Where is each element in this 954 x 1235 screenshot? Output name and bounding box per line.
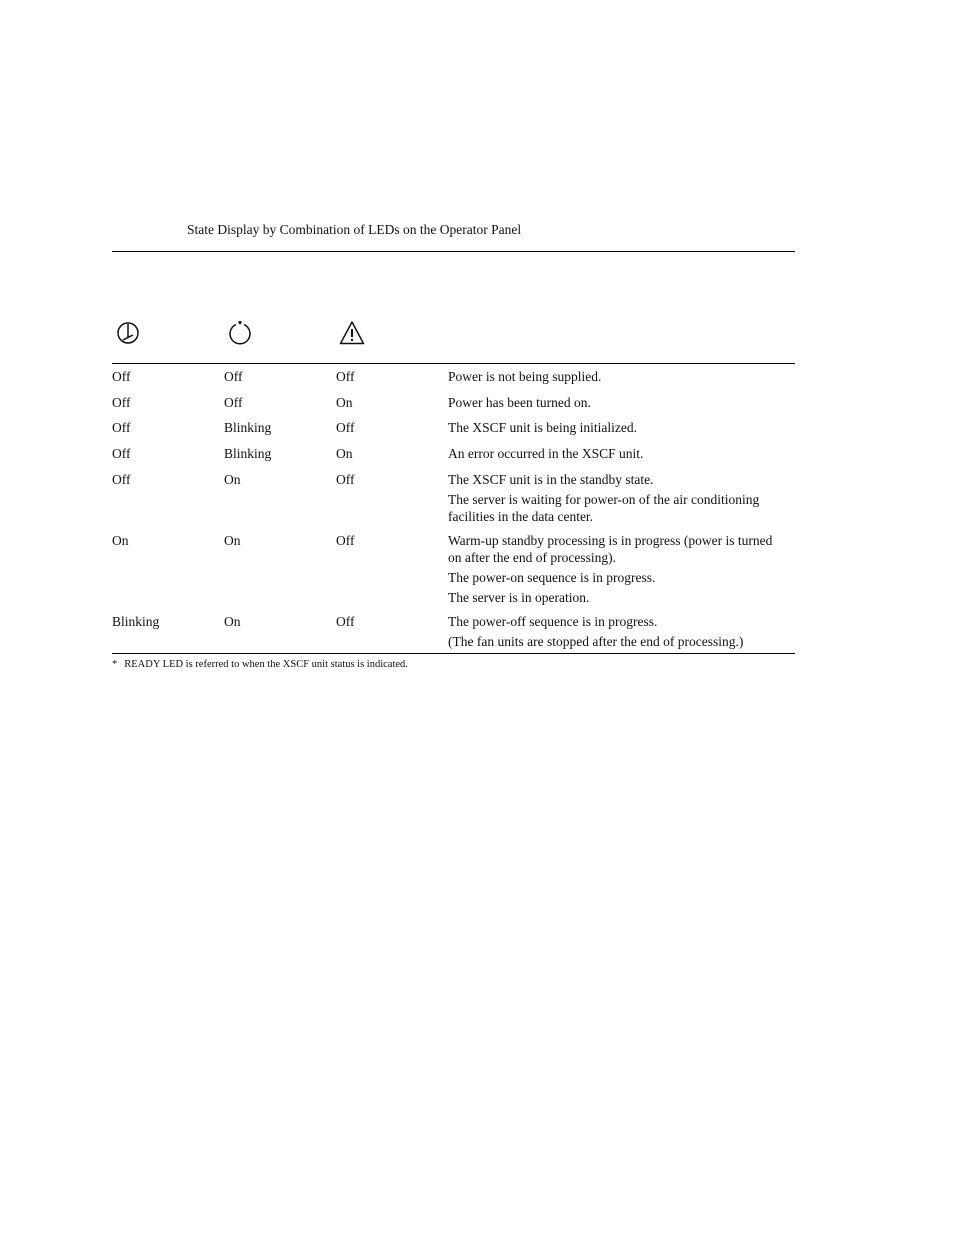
check-led-state: Off bbox=[336, 533, 355, 548]
power-led-state: Off bbox=[112, 472, 131, 487]
description-line: The server is in operation. bbox=[448, 590, 590, 605]
table-row bbox=[112, 419, 795, 439]
power-led-state: Off bbox=[112, 420, 131, 435]
table-row bbox=[112, 471, 795, 528]
ready-led-state: Off bbox=[224, 395, 243, 410]
state-description bbox=[448, 419, 788, 436]
description-line: Power is not being supplied. bbox=[448, 369, 602, 384]
power-led-icon bbox=[115, 320, 141, 346]
description-line: (The fan units are stopped after the end of processing.) bbox=[448, 634, 744, 649]
check-led-state: Off bbox=[336, 614, 355, 629]
ready-led-state: Blinking bbox=[224, 420, 272, 435]
ready-led-state: Off bbox=[224, 369, 243, 384]
table-row bbox=[112, 394, 795, 414]
description-line: An error occurred in the XSCF unit. bbox=[448, 446, 644, 461]
footnote-text: READY LED is referred to when the XSCF unit status is indicated. bbox=[124, 659, 408, 670]
power-led-state: Off bbox=[112, 369, 131, 384]
description-line: The server is waiting for power-on of the air conditioning facilities in the data center. bbox=[448, 492, 760, 524]
table-row bbox=[112, 368, 795, 388]
ready-led-state: On bbox=[224, 472, 241, 487]
state-description bbox=[448, 532, 788, 606]
table-caption: State Display by Combination of LEDs on the Operator Panel bbox=[187, 222, 522, 237]
description-line: The XSCF unit is in the standby state. bbox=[448, 472, 654, 487]
table-bottom-rule bbox=[112, 653, 795, 654]
check-led-state: Off bbox=[336, 472, 355, 487]
description-line: The power-on sequence is in progress. bbox=[448, 570, 656, 585]
footnote bbox=[112, 659, 408, 670]
description-line: The XSCF unit is being initialized. bbox=[448, 420, 637, 435]
header-rule bbox=[112, 363, 795, 364]
check-led-state: Off bbox=[336, 369, 355, 384]
state-description bbox=[448, 445, 788, 462]
table-row bbox=[112, 613, 795, 653]
ready-led-icon bbox=[227, 320, 253, 346]
power-led-state: Off bbox=[112, 395, 131, 410]
ready-led-state: On bbox=[224, 533, 241, 548]
check-led-state: On bbox=[336, 446, 353, 461]
footnote-mark: * bbox=[112, 659, 118, 670]
check-led-state: Off bbox=[336, 420, 355, 435]
check-led-icon bbox=[339, 320, 365, 346]
ready-led-state: Blinking bbox=[224, 446, 272, 461]
table-row bbox=[112, 445, 795, 465]
state-description bbox=[448, 613, 788, 650]
description-line: The power-off sequence is in progress. bbox=[448, 614, 658, 629]
power-led-state: Blinking bbox=[112, 614, 160, 629]
table-row bbox=[112, 532, 795, 609]
description-line: Power has been turned on. bbox=[448, 395, 591, 410]
power-led-state: On bbox=[112, 533, 129, 548]
caption-rule bbox=[112, 251, 795, 252]
state-description bbox=[448, 394, 788, 411]
check-led-state: On bbox=[336, 395, 353, 410]
description-line: Warm-up standby processing is in progress (power is turned on after the end of processing). bbox=[448, 533, 773, 565]
power-led-state: Off bbox=[112, 446, 131, 461]
state-description bbox=[448, 368, 788, 385]
ready-led-state: On bbox=[224, 614, 241, 629]
state-description bbox=[448, 471, 788, 525]
